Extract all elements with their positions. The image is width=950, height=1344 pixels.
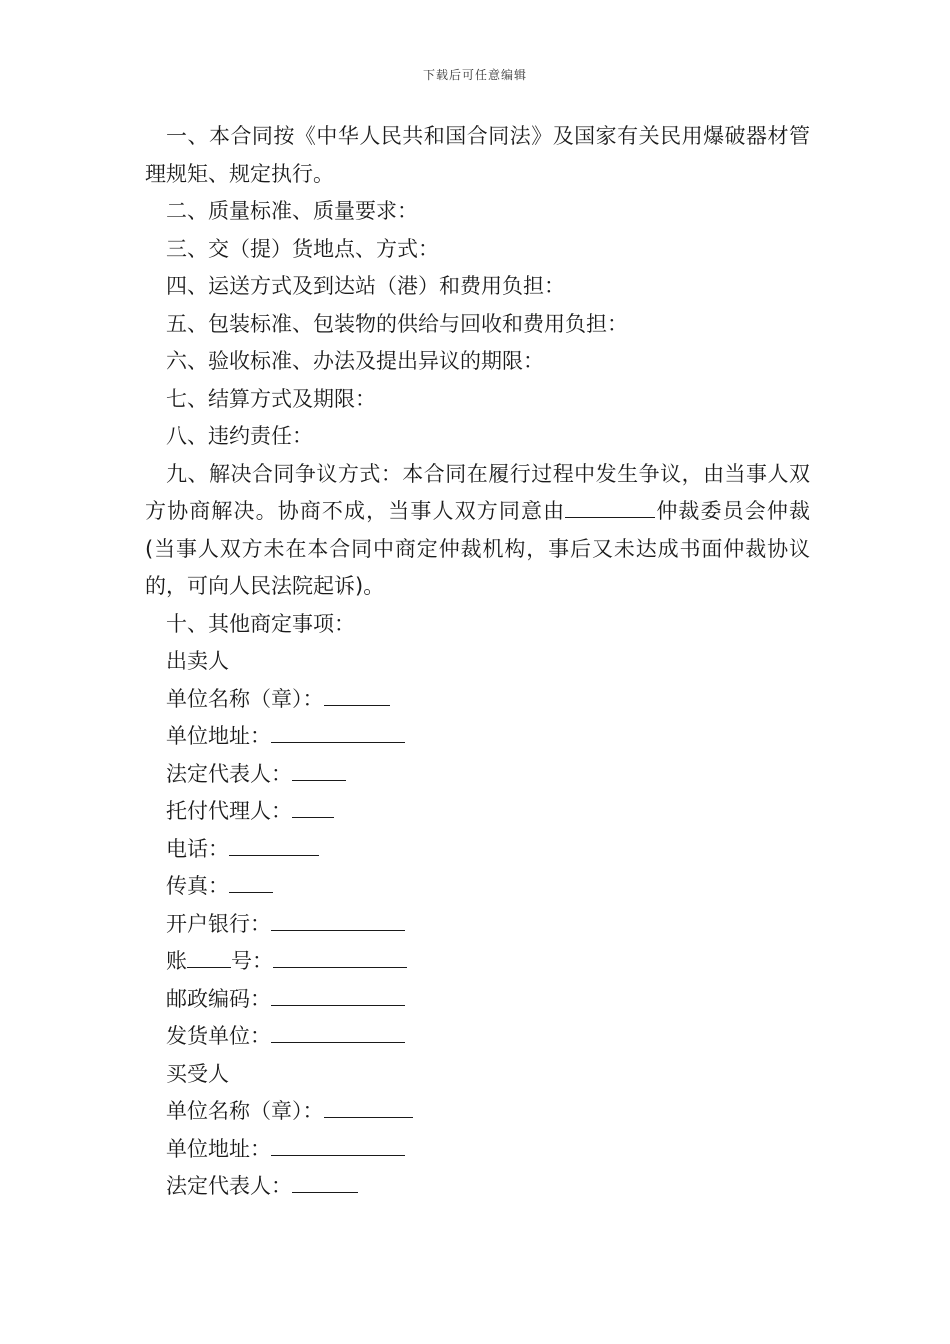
buyer-address-row	[145, 1131, 810, 1169]
seller-agent-label: 托付代理人：	[166, 799, 292, 823]
contract-body	[145, 118, 810, 1206]
page-header-note: 下载后可任意编辑	[422, 68, 527, 82]
buyer-legal-rep-blank[interactable]	[292, 1191, 358, 1193]
seller-phone-row	[145, 831, 810, 869]
seller-agent-blank[interactable]	[292, 816, 334, 818]
buyer-address-label: 单位地址：	[166, 1136, 271, 1161]
seller-bank-label: 开户银行：	[166, 911, 271, 936]
seller-agent-row	[145, 793, 810, 831]
seller-account-label-b: 号：	[231, 949, 273, 973]
clause-9-text-a: 九、解决合同争议方式：本合同在履行过程中发生争议，由当事人双方协商解决。协商不成，当事人双方同意由	[145, 461, 810, 523]
clause-1: 一、本合同按《中华人民共和国合同法》及国家有关民用爆破器材管理规矩、规定执行。	[145, 124, 810, 186]
seller-legal-rep-blank[interactable]	[292, 779, 346, 781]
seller-postcode-row	[145, 981, 810, 1019]
clause-9	[145, 456, 810, 606]
buyer-unit-name-label: 单位名称（章）：	[166, 1099, 324, 1123]
seller-fax-label: 传真：	[166, 874, 229, 898]
seller-ship-unit-blank[interactable]	[271, 1041, 405, 1043]
clause-10: 十、其他商定事项：	[166, 611, 355, 636]
buyer-legal-rep-label: 法定代表人：	[166, 1174, 292, 1198]
seller-account-label-a: 账	[166, 949, 187, 973]
clause-9-text-b: 仲裁委员会仲裁 (当事人双方未在本合同中商定仲裁机构，事后又未达成书面仲裁协议的，可向人民法院起诉)。	[145, 499, 811, 598]
clause-6: 六、验收标准、办法及提出异议的期限：	[166, 349, 544, 373]
arbitration-blank[interactable]	[565, 516, 655, 518]
clause-5: 五、包装标准、包装物的供给与回收和费用负担：	[166, 311, 628, 336]
seller-legal-rep-label: 法定代表人：	[166, 761, 292, 786]
buyer-title: 买受人	[166, 1061, 229, 1086]
seller-postcode-blank[interactable]	[271, 1004, 405, 1006]
seller-address-row	[145, 718, 810, 756]
seller-account-blank[interactable]	[273, 966, 407, 968]
seller-unit-name-row	[145, 681, 810, 719]
seller-phone-blank[interactable]	[229, 854, 319, 856]
seller-title: 出卖人	[166, 649, 229, 673]
seller-bank-row	[145, 906, 810, 944]
buyer-unit-name-blank[interactable]	[324, 1116, 413, 1118]
seller-postcode-label: 邮政编码：	[166, 986, 271, 1011]
seller-unit-name-label: 单位名称（章）：	[166, 686, 324, 711]
seller-address-blank[interactable]	[271, 741, 405, 743]
seller-account-row	[145, 943, 810, 981]
clause-8: 八、违约责任：	[166, 424, 313, 448]
clause-2: 二、质量标准、质量要求：	[166, 199, 418, 223]
clause-7: 七、结算方式及期限：	[166, 386, 376, 411]
seller-fax-blank[interactable]	[229, 891, 273, 893]
seller-fax-row	[145, 868, 810, 906]
seller-unit-name-blank[interactable]	[324, 704, 390, 706]
buyer-legal-rep-row	[145, 1168, 810, 1206]
seller-address-label: 单位地址：	[166, 724, 271, 748]
seller-account-mid-blank	[187, 966, 231, 968]
clause-4: 四、运送方式及到达站（港）和费用负担：	[166, 274, 565, 298]
buyer-unit-name-row	[145, 1093, 810, 1131]
seller-legal-rep-row	[145, 756, 810, 794]
seller-ship-unit-label: 发货单位：	[166, 1024, 271, 1048]
buyer-address-blank[interactable]	[271, 1154, 405, 1156]
seller-phone-label: 电话：	[166, 836, 229, 861]
seller-bank-blank[interactable]	[271, 929, 405, 931]
seller-ship-unit-row	[145, 1018, 810, 1056]
clause-3: 三、交（提）货地点、方式：	[166, 236, 439, 261]
